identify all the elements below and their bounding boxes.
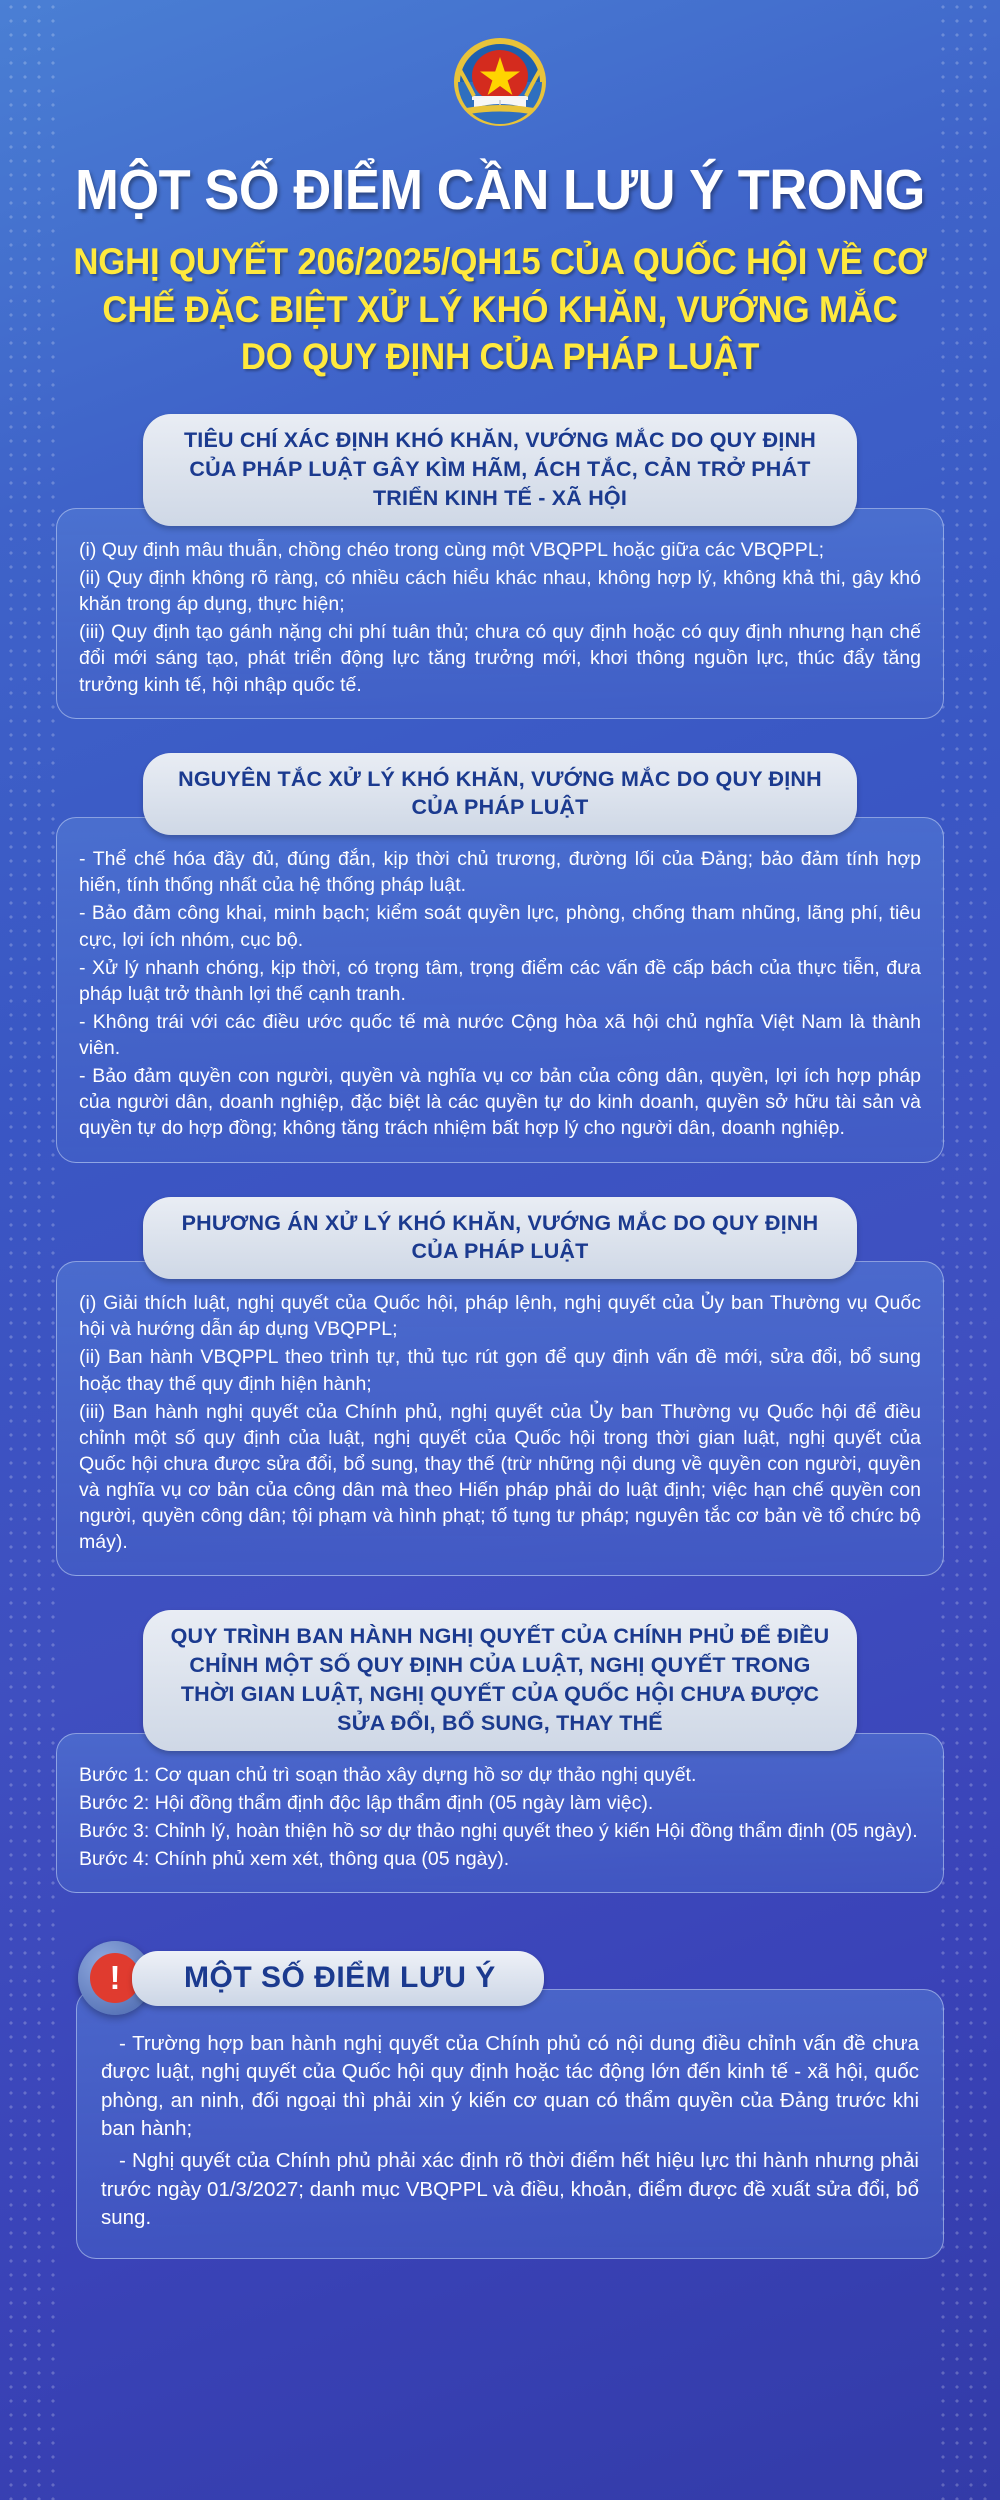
note-content [76,1989,944,2259]
section-paragraph: Bước 2: Hội đồng thẩm định độc lập thẩm định (05 ngày làm việc). [79,1791,654,1814]
section-process [18,1610,982,1893]
page-title: MỘT SỐ ĐIỂM CẦN LƯU Ý TRONG [75,158,925,222]
section-heading: PHƯƠNG ÁN XỬ LÝ KHÓ KHĂN, VƯỚNG MẮC DO QUY ĐỊNH CỦA PHÁP LUẬT [143,1197,857,1280]
section-paragraph: - Bảo đảm quyền con người, quyền và nghĩa vụ cơ bản của công dân, quyền, lợi ích hợp pháp của người dân, doanh nghiệp, đặc biệt là các quyền tự do kinh doanh, quyền sở hữu tài sản và quyền tự do hợp đồng; không tăng trách nhiệm bất hợp lý cho người dân, doanh nghiệp. [79,1065,921,1140]
note-paragraph: - Trường hợp ban hành nghị quyết của Chính phủ có nội dung điều chỉnh vấn đề chưa được luật, nghị quyết của Quốc hội quy định hoặc tác động lớn đến kinh tế - xã hội, quốc phòng, an ninh, đối ngoại thì phải xin ý kiến cơ quan có thẩm quyền của Đảng trước khi ban hành; [101,2032,919,2140]
note-paragraph: - Nghị quyết của Chính phủ phải xác định rõ thời điểm hết hiệu lực thi hành nhưng phải trước ngày 01/3/2027; danh mục VBQPPL và điều, khoản, điểm được đề xuất sửa đổi, bổ sung. [101,2149,919,2229]
section-content [56,817,944,1162]
section-paragraph: (ii) Ban hành VBQPPL theo trình tự, thủ tục rút gọn để quy định vấn đề mới, sửa đổi, bổ sung hoặc thay thế quy định hiện hành; [79,1346,921,1395]
section-content [56,1261,944,1576]
section-paragraph: - Không trái với các điều ước quốc tế mà nước Cộng hòa xã hội chủ nghĩa Việt Nam là thành viên. [79,1010,921,1060]
exclamation-mark-icon: ! [90,1953,140,2003]
section-paragraph: (i) Giải thích luật, nghị quyết của Quốc hội, pháp lệnh, nghị quyết của Ủy ban Thường vụ Quốc hội và hướng dẫn áp dụng VBQPPL; [79,1292,921,1341]
note-title: MỘT SỐ ĐIỂM LƯU Ý [132,1951,544,2006]
section-paragraph: Bước 1: Cơ quan chủ trì soạn thảo xây dựng hồ sơ dự thảo nghị quyết. [79,1763,697,1786]
section-paragraph: - Bảo đảm công khai, minh bạch; kiểm soát quyền lực, phòng, chống tham nhũng, lãng phí, tiêu cực, lợi ích nhóm, cục bộ. [79,902,921,951]
section-paragraph: (i) Quy định mâu thuẫn, chồng chéo trong cùng một VBQPPL hoặc giữa các VBQPPL; [79,538,825,561]
section-paragraph: (iii) Ban hành nghị quyết của Chính phủ, nghị quyết của Ủy ban Thường vụ Quốc hội để điều chỉnh một số quy định của luật, nghị quyết của Quốc hội trong thời gian luật, nghị quyết của Quốc hội chưa được sửa đổi, bổ sung, thay thế (trừ những nội dung về quyền con người, quyền và nghĩa vụ cơ bản của công dân mà theo Hiến pháp phải do luật định; việc hạn chế quyền con người, quyền công dân; tội phạm và hình phạt; tố tụng tư pháp; nguyên tắc cơ bản về tổ chức bộ máy). [79,1400,921,1554]
section-paragraph: Bước 4: Chính phủ xem xét, thông qua (05 ngày). [79,1848,510,1870]
section-heading: TIÊU CHÍ XÁC ĐỊNH KHÓ KHĂN, VƯỚNG MẮC DO QUY ĐỊNH CỦA PHÁP LUẬT GÂY KÌM HÃM, ÁCH TẮC, CẢN TRỞ PHÁT TRIỂN KINH TẾ - XÃ HỘI [143,414,857,525]
section-criteria [18,414,982,718]
note-header [78,1941,982,2015]
page-subtitle: NGHỊ QUYẾT 206/2025/QH15 CỦA QUỐC HỘI VỀ CƠ CHẾ ĐẶC BIỆT XỬ LÝ KHÓ KHĂN, VƯỚNG MẮC DO QUY ĐỊNH CỦA PHÁP LUẬT [73,241,927,378]
section-solutions [18,1197,982,1577]
section-paragraph: (iii) Quy định tạo gánh nặng chi phí tuân thủ; chưa có quy định hoặc có quy định nhưng hạn chế đổi mới sáng tạo, phát triển động lực tăng trưởng mới, khơi thông nguồn lực, thúc đẩy tăng trưởng kinh tế, hội nhập quốc tế. [79,621,921,696]
section-principles [18,753,982,1163]
national-assembly-emblem-icon [448,30,552,134]
section-paragraph: Bước 3: Chỉnh lý, hoàn thiện hồ sơ dự thảo nghị quyết theo ý kiến Hội đồng thẩm định (05 ngày). [79,1819,918,1842]
section-paragraph: (ii) Quy định không rõ ràng, có nhiều cách hiểu khác nhau, không hợp lý, không khả thi, gây khó khăn trong áp dụng, thực hiện; [79,567,921,616]
section-content [56,1733,944,1894]
section-paragraph: - Xử lý nhanh chóng, kịp thời, có trọng tâm, trọng điểm các vấn đề cấp bách của thực tiễn, đưa pháp luật trở thành lợi thế cạnh tranh. [79,956,921,1005]
emblem-container [18,0,982,134]
section-heading: QUY TRÌNH BAN HÀNH NGHỊ QUYẾT CỦA CHÍNH PHỦ ĐỂ ĐIỀU CHỈNH MỘT SỐ QUY ĐỊNH CỦA LUẬT, NGHỊ QUYẾT TRONG THỜI GIAN LUẬT, NGHỊ QUYẾT CỦA QUỐC HỘI CHƯA ĐƯỢC SỬA ĐỔI, BỔ SUNG, THAY THẾ [143,1610,857,1750]
section-heading: NGUYÊN TẮC XỬ LÝ KHÓ KHĂN, VƯỚNG MẮC DO QUY ĐỊNH CỦA PHÁP LUẬT [143,753,857,836]
section-paragraph: - Thể chế hóa đầy đủ, đúng đắn, kịp thời chủ trương, đường lối của Đảng; bảo đảm tính hợp hiến, tính thống nhất của hệ thống pháp luật. [79,848,921,897]
note-block [18,1941,982,2259]
section-content [56,508,944,719]
